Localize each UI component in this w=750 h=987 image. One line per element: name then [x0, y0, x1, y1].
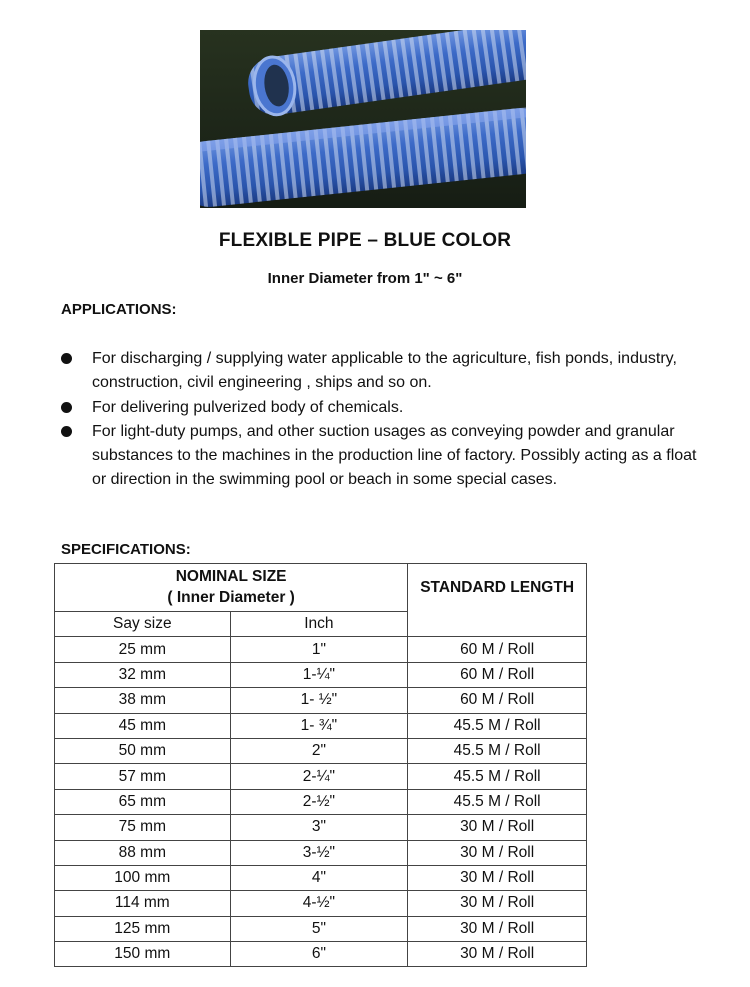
say-size-cell: 125 mm — [55, 916, 231, 941]
table-row — [55, 942, 587, 967]
table-row — [55, 688, 587, 713]
say-size-cell: 25 mm — [55, 637, 231, 662]
table-row — [55, 840, 587, 865]
standard-length-cell: 45.5 M / Roll — [408, 764, 587, 789]
empty-cell — [408, 612, 587, 637]
table-row — [55, 865, 587, 890]
say-size-cell: 114 mm — [55, 891, 231, 916]
standard-length-cell: 45.5 M / Roll — [408, 738, 587, 763]
standard-length-cell: 60 M / Roll — [408, 662, 587, 687]
table-row — [55, 662, 587, 687]
standard-length-cell: 30 M / Roll — [408, 942, 587, 967]
inch-cell: 2-¼" — [230, 764, 408, 789]
say-size-cell: 38 mm — [55, 688, 231, 713]
say-size-cell: 150 mm — [55, 942, 231, 967]
list-item — [61, 420, 701, 493]
inch-cell: 4" — [230, 865, 408, 890]
inch-cell: 3" — [230, 815, 408, 840]
specifications-table — [54, 563, 587, 967]
inch-cell: 4-½" — [230, 891, 408, 916]
list-item — [61, 396, 701, 420]
specifications-heading: SPECIFICATIONS: — [61, 541, 191, 558]
standard-length-cell: 45.5 M / Roll — [408, 789, 587, 814]
say-size-header: Say size — [55, 612, 231, 637]
standard-length-cell: 60 M / Roll — [408, 637, 587, 662]
table-row — [55, 916, 587, 941]
say-size-cell: 57 mm — [55, 764, 231, 789]
inch-header: Inch — [230, 612, 408, 637]
table-row — [55, 891, 587, 916]
table-row — [55, 637, 587, 662]
inch-cell: 6" — [230, 942, 408, 967]
applications-list — [61, 347, 701, 493]
standard-length-cell: 30 M / Roll — [408, 891, 587, 916]
say-size-cell: 75 mm — [55, 815, 231, 840]
inner-diameter-header: ( Inner Diameter ) — [55, 587, 408, 612]
say-size-cell: 32 mm — [55, 662, 231, 687]
table-header-row — [55, 564, 587, 588]
list-item — [61, 347, 701, 396]
bullet-icon — [61, 426, 72, 437]
say-size-cell: 50 mm — [55, 738, 231, 763]
standard-length-cell: 30 M / Roll — [408, 865, 587, 890]
product-photo — [200, 30, 526, 208]
table-row — [55, 815, 587, 840]
applications-heading: APPLICATIONS: — [61, 301, 177, 318]
nominal-size-header: NOMINAL SIZE — [55, 564, 408, 588]
say-size-cell: 88 mm — [55, 840, 231, 865]
page-title: FLEXIBLE PIPE – BLUE COLOR — [218, 230, 512, 251]
page-subtitle: Inner Diameter from 1" ~ 6" — [267, 270, 463, 287]
standard-length-cell: 30 M / Roll — [408, 840, 587, 865]
bullet-icon — [61, 402, 72, 413]
table-subheader-row — [55, 612, 587, 637]
bullet-icon — [61, 353, 72, 364]
application-text: For delivering pulverized body of chemicals. — [92, 398, 404, 416]
application-text: For light-duty pumps, and other suction usages as conveying powder and granular substances to the machines in the production line of factory. Possibly acting as a float or direction in the swimming pool or beach in some special cases. — [92, 422, 697, 489]
standard-length-cell: 45.5 M / Roll — [408, 713, 587, 738]
blue-flexible-pipe-image — [200, 30, 526, 208]
table-row — [55, 789, 587, 814]
table-row — [55, 713, 587, 738]
inch-cell: 3-½" — [230, 840, 408, 865]
inch-cell: 2-½" — [230, 789, 408, 814]
application-text: For discharging / supplying water applicable to the agriculture, fish ponds, industry, construction, civil engineering , ships and so on. — [92, 350, 677, 392]
inch-cell: 1-¼" — [230, 662, 408, 687]
say-size-cell: 65 mm — [55, 789, 231, 814]
standard-length-cell: 60 M / Roll — [408, 688, 587, 713]
say-size-cell: 45 mm — [55, 713, 231, 738]
standard-length-cell: 30 M / Roll — [408, 916, 587, 941]
table-row — [55, 738, 587, 763]
say-size-cell: 100 mm — [55, 865, 231, 890]
inch-cell: 1" — [230, 637, 408, 662]
standard-length-cell: 30 M / Roll — [408, 815, 587, 840]
inch-cell: 1- ¾" — [230, 713, 408, 738]
standard-length-header: STANDARD LENGTH — [408, 564, 587, 612]
inch-cell: 1- ½" — [230, 688, 408, 713]
table-row — [55, 764, 587, 789]
inch-cell: 5" — [230, 916, 408, 941]
inch-cell: 2" — [230, 738, 408, 763]
